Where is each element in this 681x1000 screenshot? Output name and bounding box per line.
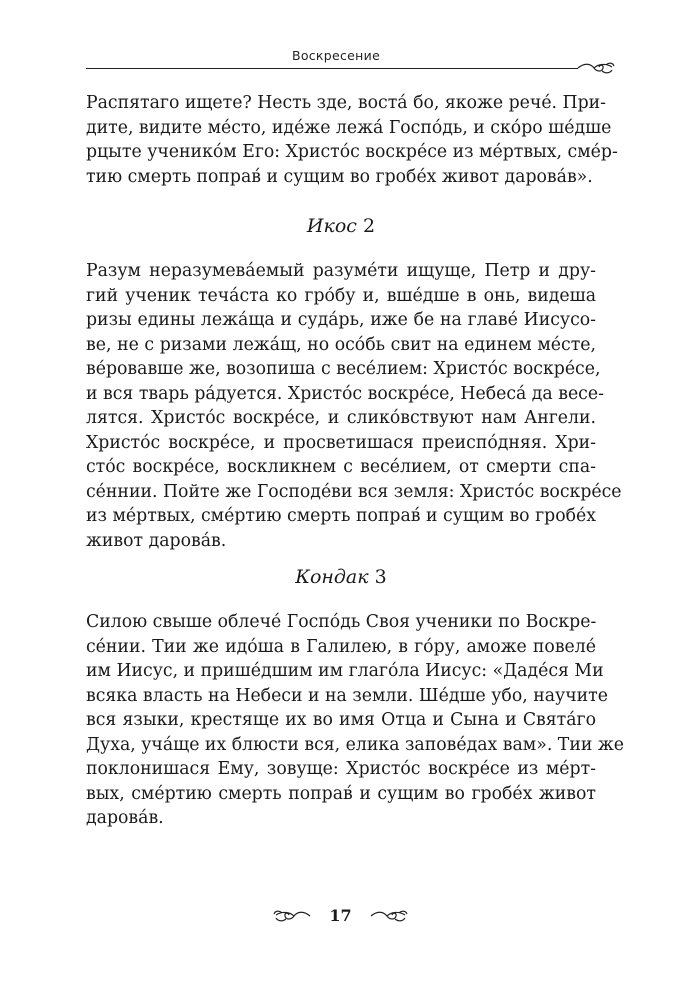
heading-number: 2 [362, 215, 376, 237]
text-line: сéнии. Тии же идóша в Галилею, в гóру, аможе повелé [86, 636, 596, 657]
text-line: живот даровáв. [86, 530, 227, 551]
paragraph-2 [86, 259, 622, 553]
text-line: тию смерть поправ́ и сущим во гробéх живот даровáв». [86, 166, 593, 187]
section-heading-kondak-3 [86, 566, 596, 588]
text-line: лятся. Христóс воскрéсе, и сликóвствуют нам Ангели. [86, 408, 596, 428]
text-line: и вся тварь рáдуется. Христóс воскрéсе, Небесá да весе- [86, 383, 604, 404]
text-line: Христóс воскрéсе, и просветишася преиспóдняя. Хри- [86, 432, 596, 453]
text-line: Духа, учáще их блюсти вся, елика заповéдах вам». Тии же [86, 734, 624, 755]
text-line: вся языки, крестяще их во имя Отца и Сына и Святáго [86, 710, 596, 730]
text-line: вых, смéртию смерть поправ́ и сущим во гробéх живот [86, 783, 596, 804]
page-footer [0, 905, 681, 935]
text-line: гий ученик течáста ко грóбу и, вшéдше в онь, видеша [86, 285, 596, 306]
text-line: поклонишася Ему, зовуще: Христóс воскрéсе из мéрт- [86, 759, 596, 779]
text-line: им Иисус, и пришéдшим им глагóла Иисус: «Дадéся Ми [86, 661, 604, 681]
text-line: сéннии. Пойте же Господéви вся земля: Христóс воскрéсе [86, 481, 622, 502]
text-line: стóс воскрéсе, воскликнем с весéлием, от смерти спа- [86, 457, 596, 477]
running-header [86, 46, 616, 76]
text-line: ризы едины лежáща и судáрь, иже бе на главé Иисусо- [86, 310, 596, 330]
flourish-right-icon [369, 907, 409, 925]
text-line: даровáв. [86, 808, 164, 828]
text-line: дите, видите мéсто, идéже лежá Госпóдь, и скóро шéдше [86, 117, 612, 138]
running-header-title: Воскресение [291, 48, 381, 63]
text-line: рцыте ученикóм Его: Христóс воскрéсе из мéртвых, смéр- [86, 142, 618, 162]
heading-label: Икос [306, 215, 357, 237]
section-heading-ikos-2 [86, 215, 596, 237]
heading-number: 3 [374, 566, 387, 588]
flourish-left-icon [272, 907, 312, 925]
heading-label: Кондак [295, 566, 369, 588]
paragraph-3 [86, 610, 624, 831]
text-line: Силою свыше облечé Госпóдь Своя ученики по Воскре- [86, 612, 597, 632]
text-line: ве, не с ризами лежáщ, но осóбь свит на единем мéсте, [86, 334, 596, 355]
page-number: 17 [329, 906, 352, 925]
text-line: из мéртвых, смéртию смерть поправ́ и сущим во гробéх [86, 506, 596, 526]
header-rule [86, 68, 578, 69]
text-line: Распятаго ищете? Несть зде, востá бо, якоже речé. При- [86, 93, 607, 113]
text-line: Разум неразумевáемый разумéти ищуще, Петр и дру- [86, 261, 596, 281]
paragraph-1 [86, 91, 618, 189]
flourish-ornament-icon [576, 59, 616, 77]
text-line: всяка власть на Небеси и на земли. Шéдше убо, научите [86, 685, 608, 706]
text-line: вéровавше же, возопиша с весéлием: Христóс воскрéсе, [86, 359, 601, 379]
